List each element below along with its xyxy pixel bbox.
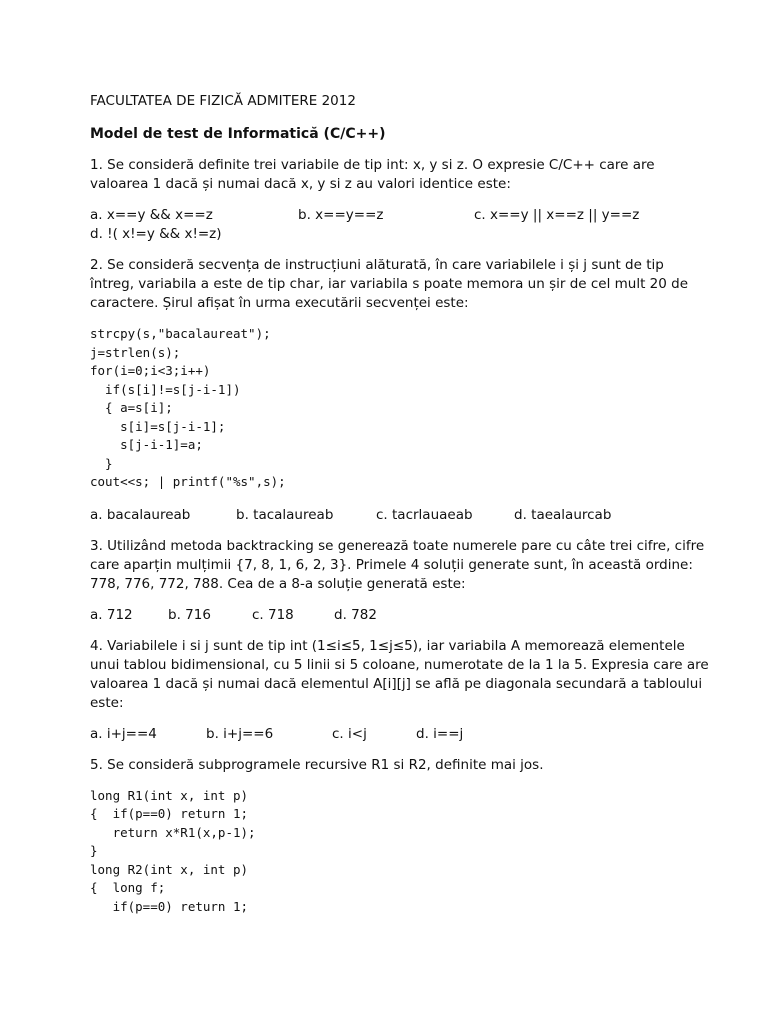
q1-option-b: b. x==y==z — [298, 207, 384, 223]
q4-option-b: b. i+j==6 — [206, 725, 274, 742]
q4-option-d: d. i==j — [416, 725, 464, 742]
q2-option-a: a. bacalaureab — [90, 506, 191, 523]
q4-option-a: a. i+j==4 — [90, 725, 157, 742]
question-1-options — [90, 206, 710, 244]
question-5-code: long R1(int x, int p) { if(p==0) return 1; return x*R1(x,p-1); } long R2(int x, int p) { long f; if(p==0) return 1; — [90, 787, 256, 914]
q2-option-d: d. taealaurcab — [514, 506, 612, 523]
question-3-options — [90, 606, 710, 625]
question-3-text: 3. Utilizând metoda backtracking se generează toate numerele pare cu câte trei cifre, cifre care aparțin mulțimii {7, 8, 1, 6, 2, 3}. Primele 4 soluții generate sunt, în această ordine: 778, 776, 772, 788. Cea de a 8-a soluție generată este: — [90, 537, 705, 592]
question-2-text: 2. Se consideră secvența de instrucțiuni alăturată, în care variabilele i și j sunt de tip întreg, variabila a este de tip char, iar variabila s poate memora un șir de cel mult 20 de caractere. Șirul afișat în urma executării secvenței este: — [90, 257, 689, 311]
question-4-options — [90, 725, 710, 744]
document-title: FACULTATEA DE FIZICĂ ADMITERE 2012 — [90, 93, 356, 109]
question-5-text: 5. Se consideră subprogramele recursive R1 si R2, definite mai jos. — [90, 756, 544, 773]
question-2-code: strcpy(s,"bacalaureat"); j=strlen(s); for(i=0;i<3;i++) if(s[i]!=s[j-i-1]) { a=s[i]; s[i]=s[j-i-1]; s[j-i-1]=a; } cout<<s; | printf("%s",s); — [90, 326, 286, 489]
q4-option-c: c. i<j — [332, 725, 367, 742]
document-page — [90, 92, 710, 930]
q2-option-b: b. tacalaureab — [236, 506, 334, 523]
q3-option-c: c. 718 — [252, 606, 294, 623]
q3-option-b: b. 716 — [168, 606, 211, 623]
document-subtitle: Model de test de Informatică (C/C++) — [90, 126, 386, 142]
question-4-text: 4. Variabilele i si j sunt de tip int (1≤i≤5, 1≤j≤5), iar variabila A memorează elementele unui tablou bidimensional, cu 5 linii si 5 coloane, numerotate de la 1 la 5. Expresia care are valoarea 1 dacă și numai dacă elementul A[i][j] se află pe diagonala secundară a tabloului este: — [90, 637, 709, 711]
question-2-options — [90, 506, 710, 525]
question-1-text: 1. Se consideră definite trei variabile de tip int: x, y si z. O expresie C/C++ care are valoarea 1 dacă și numai dacă x, y si z au valori identice este: — [90, 157, 655, 192]
q1-option-c: c. x==y || x==z || y==z — [474, 207, 640, 223]
q1-option-a: a. x==y && x==z — [90, 207, 213, 223]
q2-option-c: c. tacrlauaeab — [376, 506, 473, 523]
q1-option-d: d. !( x!=y && x!=z) — [90, 226, 222, 242]
q3-option-d: d. 782 — [334, 606, 377, 623]
q3-option-a: a. 712 — [90, 606, 133, 623]
